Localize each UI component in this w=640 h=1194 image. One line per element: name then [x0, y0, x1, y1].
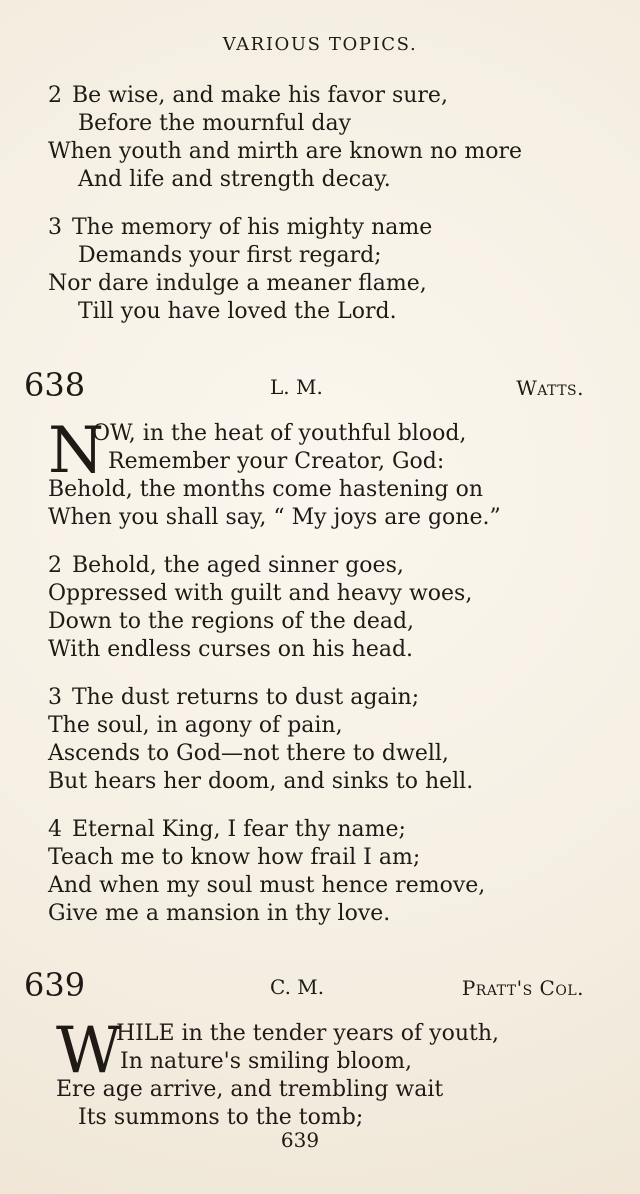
- hymn-number: 639: [24, 966, 86, 1004]
- stanza-line: Before the mournful day: [78, 111, 352, 136]
- stanza-line: Give me a mansion in thy love.: [48, 901, 391, 926]
- stanza-line: Teach me to know how frail I am;: [48, 845, 421, 870]
- stanza-line: Till you have loved the Lord.: [78, 299, 397, 324]
- stanza-line: Ere age arrive, and trembling wait: [56, 1077, 444, 1102]
- stanza-line: And life and strength decay.: [78, 167, 391, 192]
- stanza-line: Oppressed with guilt and heavy woes,: [48, 581, 473, 606]
- stanza-first-line: 2 Be wise, and make his favor sure,: [48, 83, 448, 108]
- stanza-line: Remember your Creator, God:: [108, 449, 445, 474]
- drop-cap: N: [48, 414, 104, 488]
- stanza-number: 4: [48, 817, 62, 842]
- stanza-line: And when my soul must hence remove,: [48, 873, 486, 898]
- stanza-number: 2: [48, 553, 62, 578]
- hymn-639-stanza-1: [56, 1014, 499, 1132]
- stanza-line: OW, in the heat of youthful blood,: [92, 421, 467, 446]
- page-number: 639: [280, 1128, 320, 1152]
- stanza-line: Ascends to God—not there to dwell,: [48, 741, 449, 766]
- hymn-author: Pratt's Col.: [461, 976, 584, 1000]
- stanza-first-line: 2 Behold, the aged sinner goes,: [48, 553, 404, 578]
- hymn-meter: L. M.: [270, 375, 323, 399]
- running-head: VARIOUS TOPICS.: [222, 34, 418, 55]
- stanza-line: Demands your first regard;: [78, 243, 382, 268]
- hymn-number: 638: [24, 366, 86, 404]
- hymn-header-639: [24, 966, 584, 1004]
- stanza-line: Down to the regions of the dead,: [48, 609, 415, 634]
- hymn-meter: C. M.: [270, 975, 325, 999]
- stanza-line: When you shall say, “ My joys are gone.”: [48, 505, 501, 530]
- stanza-line: Nor dare indulge a meaner flame,: [48, 271, 427, 296]
- drop-cap: W: [56, 1014, 122, 1088]
- stanza-first-line: 3 The dust returns to dust again;: [48, 685, 420, 710]
- stanza-line: Its summons to the tomb;: [78, 1105, 364, 1130]
- hymn-author: Watts.: [516, 376, 584, 400]
- stanza-number: 3: [48, 215, 62, 240]
- stanza-first-line: 4 Eternal King, I fear thy name;: [48, 817, 406, 842]
- stanza-continuation-2: [48, 82, 522, 194]
- hymn-638-stanza-4: [48, 816, 485, 928]
- stanza-number: 2: [48, 83, 62, 108]
- stanza-line: HILE in the tender years of youth,: [116, 1021, 499, 1046]
- stanza-line: But hears her doom, and sinks to hell.: [48, 769, 474, 794]
- stanza-line: In nature's smiling bloom,: [120, 1049, 412, 1074]
- stanza-line: When youth and mirth are known no more: [48, 139, 523, 164]
- stanza-number: 3: [48, 685, 62, 710]
- stanza-line: With endless curses on his head.: [48, 637, 414, 662]
- hymn-header-638: [24, 366, 584, 404]
- hymn-638-stanza-3: [48, 684, 473, 796]
- stanza-line: The soul, in agony of pain,: [48, 713, 343, 738]
- hymn-638-stanza-2: [48, 552, 472, 664]
- stanza-first-line: 3 The memory of his mighty name: [48, 215, 433, 240]
- stanza-line: Behold, the months come hastening on: [48, 477, 484, 502]
- hymn-638-stanza-1: [48, 414, 501, 532]
- stanza-continuation-3: [48, 214, 432, 326]
